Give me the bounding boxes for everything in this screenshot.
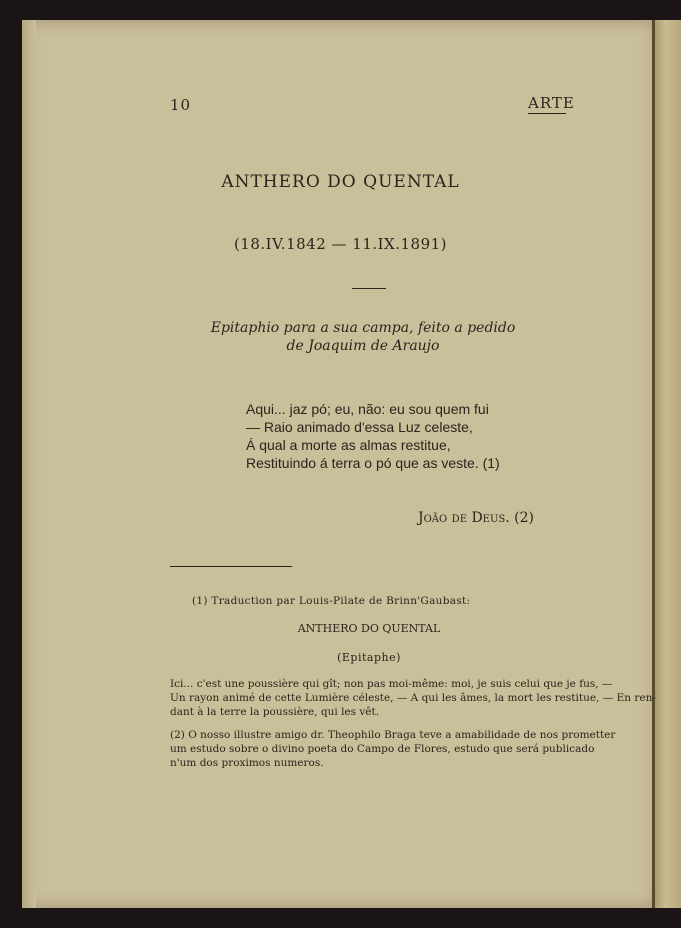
footnote-1-line-2: Un rayon animé de cette Lumière céleste, — A qui les âmes, la mort les restitue, — En ren- <box>170 692 656 704</box>
footnote-1-line-3: dant à la terre la poussière, qui les vêt. <box>170 706 380 718</box>
poem-line-2: — Raio animado d'essa Luz celeste, <box>246 419 473 435</box>
article-dates: (18.IV.1842 — 11.IX.1891) <box>233 235 448 253</box>
page-inner-edge <box>22 20 36 908</box>
subtitle-line-1: Epitaphio para a sua campa, feito a pedido <box>210 320 516 336</box>
signature-note: (2) <box>514 510 534 526</box>
footnote-1-line-1: Ici... c'est une poussière qui gît; non pas moi-même: moi, je suis celui que je fus, — <box>170 678 613 690</box>
footnote-2-line-3: n'um dos proximos numeros. <box>170 757 324 769</box>
footnote-1-subtitle: (Epitaphe) <box>337 651 401 664</box>
footnote-1-intro: (1) Traduction par Louis-Pilate de Brinn'Gaubast: <box>192 595 471 607</box>
footnote-2-line-1: (2) O nosso illustre amigo dr. Theophilo Braga teve a amabilidade de nos prometter <box>170 729 616 741</box>
running-head-underline <box>528 113 566 114</box>
footnote-2-line-2: um estudo sobre o divino poeta do Campo de Flores, estudo que será publicado <box>170 743 595 755</box>
signature <box>418 510 534 526</box>
poem-line-3: Á qual a morte as almas restitue, <box>246 437 451 453</box>
section-rule <box>352 288 386 289</box>
subtitle-line-2: de Joaquim de Araujo <box>286 338 440 354</box>
facing-page-edge <box>655 20 681 908</box>
page-number: 10 <box>170 96 192 114</box>
running-head: ARTE <box>528 94 575 112</box>
poem-line-4: Restituindo á terra o pó que as veste. (1) <box>246 455 500 471</box>
poem-line-1: Aqui... jaz pó; eu, não: eu sou quem fui <box>246 401 489 417</box>
footnote-1-title: ANTHERO DO QUENTAL <box>297 622 441 635</box>
article-title: ANTHERO DO QUENTAL <box>221 172 460 192</box>
signature-name: João de Deus. <box>418 510 510 526</box>
footnote-rule <box>170 566 292 567</box>
